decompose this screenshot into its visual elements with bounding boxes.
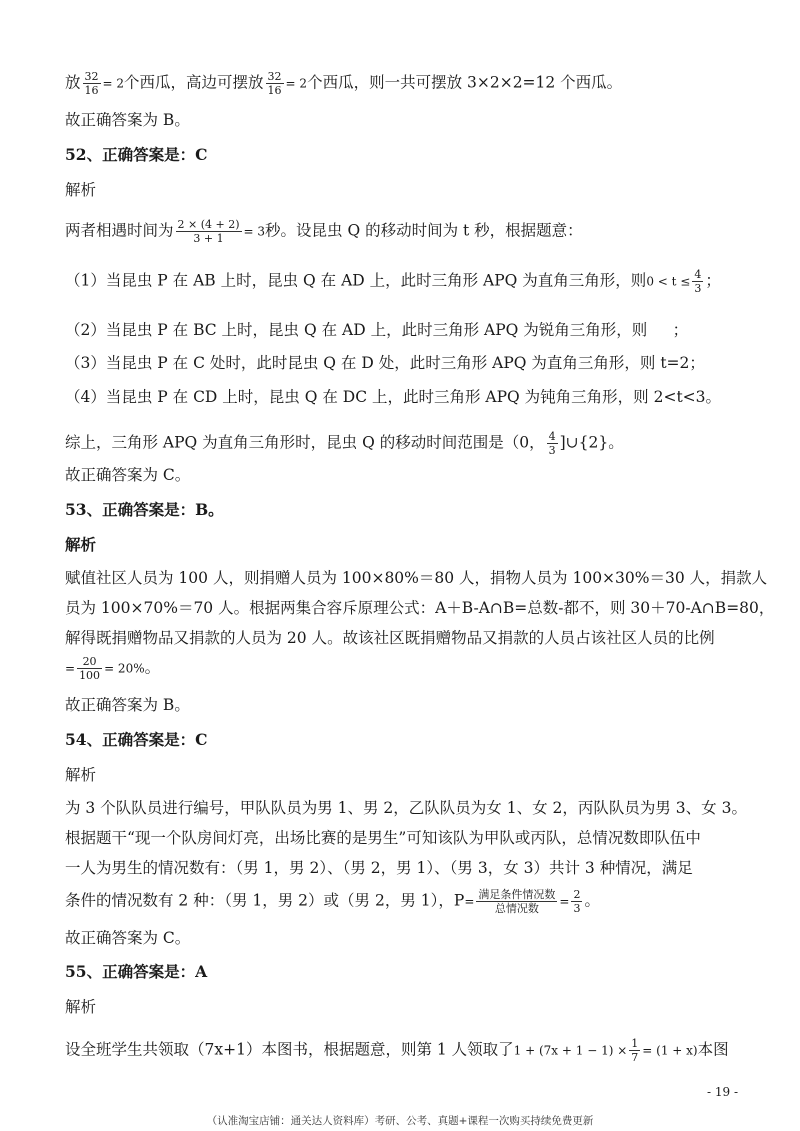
fraction	[176, 218, 242, 245]
line-53c: 解得既捐赠物品又捐款的人员为 20 人。故该社区既捐赠物品又捐款的人员占该社区人员的比例	[65, 629, 715, 647]
math: = 2	[102, 76, 125, 91]
fraction	[83, 70, 101, 97]
answer-line: 故正确答案为 C。	[65, 466, 191, 484]
math: =	[559, 894, 570, 909]
question-52-heading: 52、正确答案是：C	[65, 145, 208, 164]
text: 。	[144, 658, 161, 677]
question-53-heading: 53、正确答案是：B。	[65, 500, 224, 519]
line-52b	[65, 268, 721, 295]
line-52a	[65, 218, 583, 245]
numerator: 32	[267, 70, 282, 83]
numerator: 1	[631, 1037, 639, 1050]
numerator: 2	[573, 888, 581, 901]
question-55-heading: 55、正确答案是：A	[65, 962, 208, 981]
numerator: 4	[548, 430, 556, 443]
denominator: 3	[573, 902, 581, 915]
line-54d	[65, 888, 600, 915]
line-1	[65, 70, 622, 97]
footer-note: （认准淘宝店铺：通关达人资料库）考研、公考、真题+课程一次购买持续免费更新	[206, 1115, 594, 1127]
analysis-label: 解析	[65, 181, 97, 199]
line-52d: （3）当昆虫 P 在 C 处时，此时昆虫 Q 在 D 处，此时三角形 APQ 为直角三角形，则 t=2；	[65, 354, 705, 372]
analysis-label: 解析	[65, 998, 97, 1016]
line-52e: （4）当昆虫 P 在 CD 上时，昆虫 Q 在 DC 上，此时三角形 APQ 为钝角三角形，则 2<t<3。	[65, 388, 722, 406]
fraction	[77, 655, 102, 682]
denominator: 16	[267, 84, 282, 97]
numerator: 满足条件情况数	[478, 888, 556, 901]
text: 设全班学生共领取（7x+1）本图书，根据题意，则第 1 人领取了	[65, 1040, 514, 1059]
denominator: 7	[631, 1051, 639, 1064]
numerator: 20	[77, 655, 102, 669]
fraction	[266, 70, 284, 97]
math: 0 < t ≤	[646, 274, 691, 289]
fraction	[692, 268, 703, 295]
denominator: 3	[694, 282, 702, 295]
denominator: 3 + 1	[193, 232, 224, 245]
text: ；	[705, 271, 721, 290]
math: = (1 + x)	[642, 1043, 698, 1058]
text: 综上，三角形 APQ 为直角三角形时，昆虫 Q 的移动时间范围是（0，	[65, 433, 545, 452]
analysis-label: 解析	[65, 766, 97, 784]
numerator: 4	[694, 268, 702, 281]
text: 。	[584, 891, 600, 910]
answer-line: 故正确答案为 B。	[65, 696, 190, 714]
fraction	[547, 430, 558, 457]
line-53b: 员为 100×70%＝70 人。根据两集合容斥原理公式：A＋B-A∩B=总数-都不，则 30＋70-A∩B=80，	[65, 599, 775, 617]
text: 秒。设昆虫 Q 的移动时间为 t 秒，根据题意：	[265, 221, 583, 240]
numerator: 2 × (4 + 2)	[177, 218, 240, 231]
fraction	[629, 1037, 640, 1064]
line-52c: （2）当昆虫 P 在 BC 上时，昆虫 Q 在 AD 上，此时三角形 APQ 为锐角三角形，则 ；	[65, 321, 689, 339]
math: =	[464, 894, 475, 909]
line-52f	[65, 430, 624, 457]
text: 条件的情况数有 2 种：（男 1，男 2）或（男 2，男 1），P	[65, 891, 465, 910]
numerator: 32	[84, 70, 99, 83]
fraction	[571, 888, 582, 915]
answer-line: 故正确答案为 C。	[65, 929, 191, 947]
page-number: - 19 -	[706, 1085, 738, 1099]
denominator: 100	[79, 669, 101, 682]
fraction	[476, 888, 557, 915]
text: 两者相遇时间为	[65, 221, 174, 240]
text: 放	[65, 73, 81, 92]
math: = 2	[285, 76, 308, 91]
text: （1）当昆虫 P 在 AB 上时，昆虫 Q 在 AD 上，此时三角形 APQ 为直角三角形，则	[65, 271, 647, 290]
line-55a	[65, 1037, 729, 1064]
math: =	[65, 661, 76, 676]
question-54-heading: 54、正确答案是：C	[65, 730, 208, 749]
answer-line: 故正确答案为 B。	[65, 111, 190, 129]
math: 1 + (7x + 1 − 1) ×	[513, 1043, 628, 1058]
denominator: 总情况数	[494, 902, 539, 915]
math: = 20%	[104, 661, 145, 676]
denominator: 16	[84, 84, 99, 97]
line-54b: 根据题干“现一个队房间灯亮，出场比赛的是男生”可知该队为甲队或丙队，总情况数即队伍中	[65, 829, 701, 847]
line-54c: 一人为男生的情况数有：（男 1，男 2）、（男 2，男 1）、（男 3，女 3）共计 3 种情况，满足	[65, 859, 693, 877]
text: ]∪{2}。	[559, 433, 624, 452]
analysis-label: 解析	[65, 535, 97, 554]
denominator: 3	[548, 444, 556, 457]
line-54a: 为 3 个队队员进行编号，甲队队员为男 1、男 2，乙队队员为女 1、女 2，丙队队员为男 3、女 3。	[65, 799, 747, 817]
text: 个西瓜，高边可摆放	[124, 73, 264, 92]
line-53a: 赋值社区人员为 100 人，则捐赠人员为 100×80%＝80 人，捐物人员为 100×30%＝30 人，捐款人	[65, 569, 768, 587]
math: = 3	[243, 224, 266, 239]
line-53d	[65, 655, 160, 682]
text: 个西瓜，则一共可摆放 3×2×2=12 个西瓜。	[307, 73, 623, 92]
text: 本图	[697, 1040, 729, 1059]
